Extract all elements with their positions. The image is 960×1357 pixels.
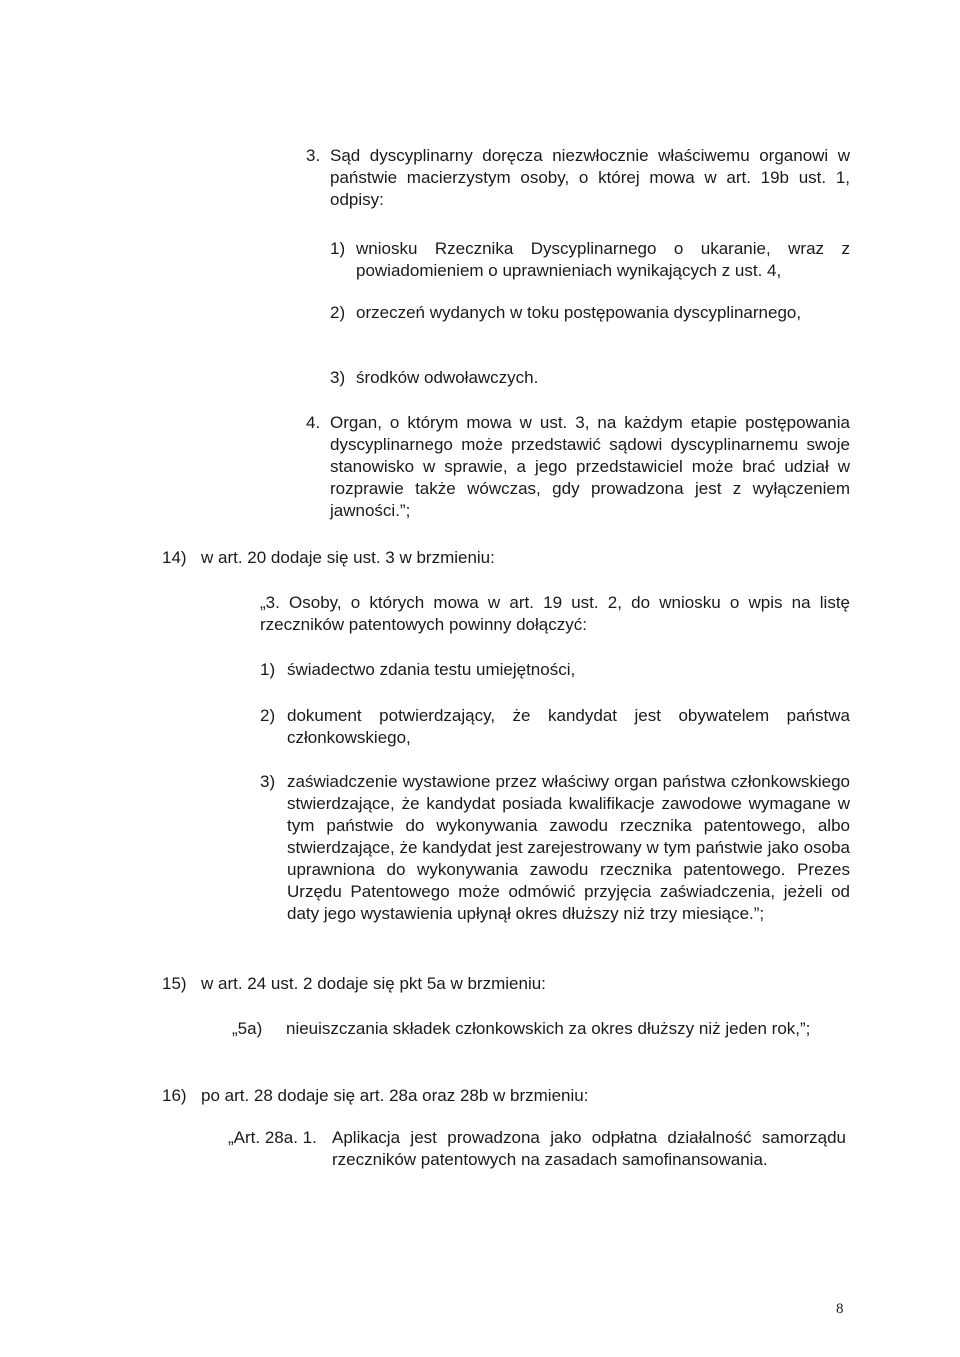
- point-text: świadectwo zdania testu umiejętności,: [287, 660, 576, 679]
- point-14: [162, 547, 850, 569]
- point-text: wniosku Rzecznika Dyscyplinarnego o ukaranie, wraz z powiadomieniem o uprawnieniach wynikających z ust. 4,: [356, 239, 850, 280]
- page-number: 8: [836, 1301, 844, 1317]
- point-text: w art. 24 ust. 2 dodaje się pkt 5a w brzmieniu:: [201, 974, 546, 993]
- article-28a: [228, 1127, 846, 1171]
- paragraph-text: Sąd dyscyplinarny doręcza niezwłocznie właściwemu organowi w państwie macierzystym osoby, o której mowa w art. 19b ust. 1, odpisy:: [330, 146, 850, 209]
- article-number: „Art. 28a. 1.: [228, 1128, 317, 1147]
- point-14-paragraph-3: [260, 592, 850, 636]
- point-15-item-5a: [232, 1018, 850, 1040]
- paragraph-number: 4.: [306, 413, 321, 432]
- point-text: zaświadczenie wystawione przez właściwy organ państwa członkowskiego stwierdzające, że kandydat posiada kwalifikacje zawodowe wymagane w tym państwie do wykonywania zawodu rzecznika patentowego, albo stwierdzające, że kandydat jest zarejestrowany w tym państwie jako osoba uprawniona do wykonywania zawodu rzecznika patentowego. Prezes Urzędu Patentowego może odmówić przyjęcia zaświadczenia, jeżeli od daty jego wystawienia upłynął okres dłuższy niż trzy miesiące.”;: [287, 772, 850, 923]
- paragraph-3-point-3: [330, 367, 850, 389]
- point-number: 14): [162, 548, 187, 567]
- paragraph-text: Organ, o którym mowa w ust. 3, na każdym etapie postępowania dyscyplinarnego może przedstawić sądowi dyscyplinarnemu swoje stanowisko w sprawie, a jego przedstawiciel może brać udział w rozprawie także wówczas, gdy prowadzona jest z wyłączeniem jawności.”;: [330, 413, 850, 520]
- point-15: [162, 973, 850, 995]
- point-number: 2): [330, 303, 346, 322]
- point-text: nieuiszczania składek członkowskich za okres dłuższy niż jeden rok,”;: [286, 1019, 811, 1038]
- point-16: [162, 1085, 850, 1107]
- point-14-item-2: [260, 705, 850, 749]
- paragraph-3: [306, 145, 850, 211]
- point-number: 3): [260, 772, 276, 791]
- point-text: orzeczeń wydanych w toku postępowania dyscyplinarnego,: [356, 303, 802, 322]
- point-number: 3): [330, 368, 346, 387]
- point-text: dokument potwierdzający, że kandydat jest obywatelem państwa członkowskiego,: [287, 706, 850, 747]
- point-text: w art. 20 dodaje się ust. 3 w brzmieniu:: [201, 548, 495, 567]
- point-number: 2): [260, 706, 276, 725]
- point-text: po art. 28 dodaje się art. 28a oraz 28b w brzmieniu:: [201, 1086, 589, 1105]
- paragraph-3-point-1: [330, 238, 850, 282]
- point-number: 16): [162, 1086, 187, 1105]
- article-text: Aplikacja jest prowadzona jako odpłatna działalność samorządu rzeczników patentowych na zasadach samofinansowania.: [332, 1128, 846, 1169]
- paragraph-4: [306, 412, 850, 522]
- point-14-item-3: [260, 771, 850, 925]
- paragraph-3-point-2: [330, 302, 850, 324]
- point-14-item-1: [260, 659, 850, 681]
- point-number: „5a): [232, 1019, 263, 1038]
- point-number: 1): [260, 660, 276, 679]
- paragraph-number: 3.: [306, 146, 321, 165]
- point-text: środków odwoławczych.: [356, 368, 539, 387]
- point-number: 1): [330, 239, 346, 258]
- paragraph-text: „3. Osoby, o których mowa w art. 19 ust. 2, do wniosku o wpis na listę rzeczników patentowych powinny dołączyć:: [260, 593, 850, 634]
- point-number: 15): [162, 974, 187, 993]
